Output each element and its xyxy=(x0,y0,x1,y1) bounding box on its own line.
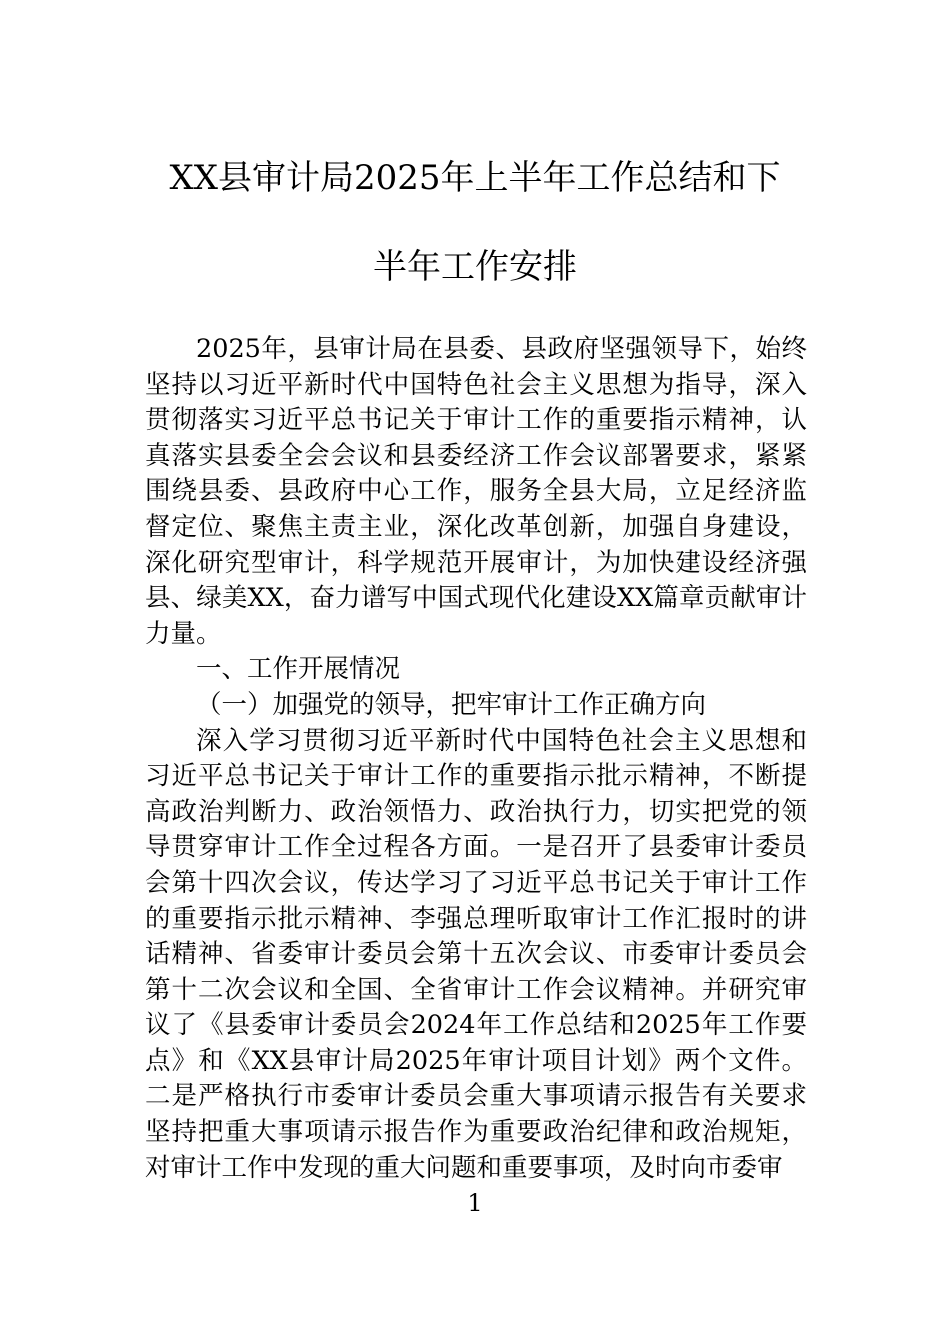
document-title-line-1: XX县审计局2025年上半年工作总结和下 xyxy=(169,158,781,198)
body-paragraph: 深入学习贯彻习近平新时代中国特色社会主义思想和习近平总书记关于审计工作的重要指示批示精神，不断提高政治判断力、政治领悟力、政治执行力，切实把党的领导贯穿审计工作全过程各方面。一是召开了县委审计委员会第十四次会议，传达学习了习近平总书记关于审计工作的重要指示批示精神、李强总理听取审计工作汇报时的讲话精神、省委审计委员会第十五次会议、市委审计委员会第十二次会议和全国、全省审计工作会议精神。并研究审议了《县委审计委员会2024年工作总结和2025年工作要点》和《XX县审计局2025年审计项目计划》两个文件。二是严格执行市委审计委员会重大事项请示报告有关要求坚持把重大事项请示报告作为重要政治纪律和政治规矩，对审计工作中发现的重大问题和重要事项，及时向市委审 xyxy=(145,725,807,1183)
page-number: 1 xyxy=(467,1189,483,1217)
document-body xyxy=(145,332,807,1186)
document-title-line-2: 半年工作安排 xyxy=(373,247,577,287)
subsection-heading: （一）加强党的领导，把牢审计工作正确方向 xyxy=(196,689,707,720)
section-heading: 一、工作开展情况 xyxy=(196,654,401,685)
intro-paragraph: 2025年，县审计局在县委、县政府坚强领导下，始终坚持以习近平新时代中国特色社会主义思想为指导，深入贯彻落实习近平总书记关于审计工作的重要指示精神，认真落实县委全会会议和县委经济工作会议部署要求，紧紧围绕县委、县政府中心工作，服务全县大局，立足经济监督定位、聚焦主责主业，深化改革创新，加强自身建设，深化研究型审计，科学规范开展审计，为加快建设经济强县、绿美XX，奋力谱写中国式现代化建设XX篇章贡献审计力量。 xyxy=(145,334,807,649)
